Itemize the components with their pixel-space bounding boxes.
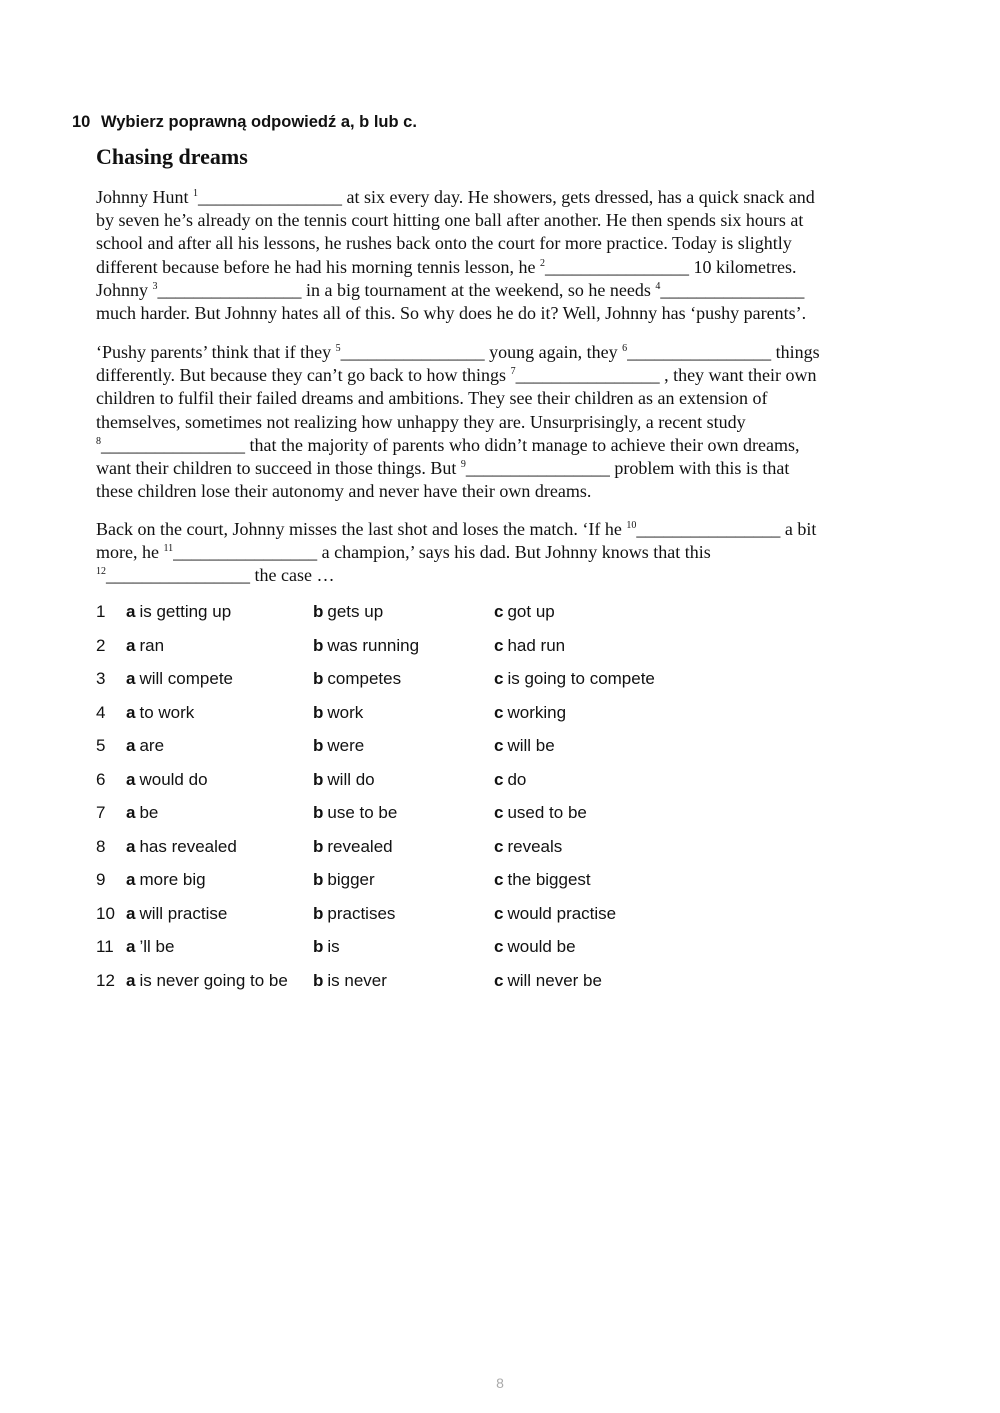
question-number: 2 — [96, 635, 106, 655]
option-c[interactable]: c got up — [494, 602, 555, 621]
paragraph-line: different because before he had his morning tennis lesson, he $^2$________________ 10 kilometres. — [96, 256, 797, 277]
question-number: 11 — [96, 937, 114, 956]
question-number: 1 — [96, 602, 106, 621]
paragraph-1 — [96, 186, 916, 325]
option-b[interactable]: b is — [313, 937, 340, 956]
option-a[interactable]: a ’ll be — [126, 937, 175, 956]
question-number: 3 — [96, 669, 106, 688]
gap-blank: ________________ — [636, 519, 781, 539]
question-number: 4 — [96, 702, 106, 722]
paragraph-line: Johnny Hunt $^1$________________ at six every day. He showers, gets dressed, has a quick snack and — [96, 187, 815, 207]
option-b[interactable]: b bigger — [313, 870, 375, 889]
gap-blank: ________________ — [515, 365, 660, 386]
question-number: 10 — [96, 903, 115, 923]
option-row — [96, 935, 896, 969]
question-number: 5 — [96, 736, 106, 755]
option-row — [96, 902, 896, 936]
paragraph-3 — [96, 518, 916, 588]
paragraph-line: themselves, sometimes not realizing how unhappy they are. Unsurprisingly, a recent study — [96, 411, 746, 432]
gap-number: 3 — [152, 280, 158, 292]
option-a[interactable]: a more big — [126, 870, 206, 889]
question-number: 6 — [96, 769, 106, 789]
option-c[interactable]: c will be — [494, 736, 555, 755]
option-b[interactable]: b use to be — [313, 803, 398, 822]
option-a[interactable]: a be — [126, 803, 159, 822]
option-b[interactable]: b will do — [313, 769, 375, 789]
option-c[interactable]: c would practise — [494, 903, 617, 923]
gap-number: 10 — [626, 520, 637, 531]
option-row — [96, 768, 896, 802]
paragraph-line: $^8$________________ that the majority of parents who didn’t manage to achieve their own dreams, — [96, 434, 800, 455]
paragraph-line: $^{12}$________________ the case … — [96, 565, 335, 586]
option-c[interactable]: c used to be — [494, 803, 587, 822]
option-a[interactable]: a has revealed — [126, 836, 237, 856]
option-c[interactable]: c reveals — [494, 836, 563, 856]
option-a[interactable]: a are — [126, 736, 165, 755]
gap-blank: ________________ — [627, 342, 772, 362]
gap-number: 6 — [622, 343, 628, 354]
paragraph-line: differently. But because they can’t go back to how things $^7$________________ , they want their own — [96, 365, 817, 386]
gap-blank: ________________ — [545, 256, 690, 277]
gap-number: 7 — [510, 366, 516, 378]
option-row — [96, 634, 896, 668]
question-number: 12 — [96, 970, 115, 990]
option-a[interactable]: a will practise — [126, 903, 228, 923]
paragraph-line: by seven he’s already on the tennis court hitting one ball after another. He then spends six hours at — [96, 210, 804, 231]
gap-number: 1 — [193, 188, 199, 199]
option-row — [96, 734, 896, 768]
page-number: 8 — [496, 1375, 504, 1391]
option-row — [96, 969, 896, 1003]
option-b[interactable]: b work — [313, 702, 364, 722]
option-c[interactable]: c do — [494, 769, 527, 789]
gap-blank: ________________ — [101, 434, 245, 455]
option-c[interactable]: c is going to compete — [494, 669, 655, 688]
exercise-instruction — [72, 113, 417, 132]
option-row — [96, 835, 896, 869]
option-b[interactable]: b gets up — [313, 602, 384, 621]
paragraph-line: school and after all his lessons, he rushes back onto the court for more practice. Today is slightly — [96, 233, 792, 254]
paragraph-2 — [96, 341, 916, 503]
option-row — [96, 600, 896, 634]
option-c[interactable]: c had run — [494, 635, 566, 655]
option-row — [96, 868, 896, 902]
instruction-text: Wybierz poprawną odpowiedź a, b lub c. — [100, 113, 417, 131]
paragraph-line: want their children to succeed in those things. But $^9$________________ problem with this is that — [96, 457, 790, 478]
option-b[interactable]: b were — [313, 736, 365, 755]
gap-blank: ________________ — [173, 542, 318, 563]
paragraph-line: these children lose their autonomy and never have their own dreams. — [96, 481, 592, 502]
option-c[interactable]: c would be — [494, 937, 576, 956]
option-b[interactable]: b practises — [313, 903, 396, 923]
gap-number: 9 — [460, 458, 466, 470]
option-b[interactable]: b was running — [313, 635, 420, 655]
option-row — [96, 701, 896, 735]
paragraph-line: much harder. But Johnny hates all of this. So why does he do it? Well, Johnny has ‘pushy parents’. — [96, 302, 807, 323]
option-a[interactable]: a is never going to be — [126, 970, 288, 990]
option-b[interactable]: b competes — [313, 669, 402, 688]
option-c[interactable]: c working — [494, 702, 567, 722]
gap-number: 12 — [96, 566, 106, 578]
question-number: 7 — [96, 803, 106, 822]
option-a[interactable]: a would do — [126, 769, 208, 789]
exercise-number: 10 — [72, 113, 91, 131]
question-number: 9 — [96, 870, 106, 889]
option-c[interactable]: c will never be — [494, 970, 602, 990]
gap-number: 4 — [655, 280, 661, 292]
option-a[interactable]: a ran — [126, 635, 165, 655]
answer-options — [96, 600, 896, 1002]
gap-number: 8 — [96, 435, 101, 447]
option-row — [96, 667, 896, 701]
option-b[interactable]: b is never — [313, 970, 387, 990]
gap-blank: ________________ — [198, 187, 343, 207]
gap-blank: ________________ — [106, 565, 250, 586]
gap-number: 5 — [335, 343, 341, 354]
gap-number: 11 — [163, 543, 174, 555]
paragraph-line: ‘Pushy parents’ think that if they $^5$________________ young again, they $^6$________________ things — [96, 342, 820, 362]
option-a[interactable]: a will compete — [126, 669, 234, 688]
gap-blank: ________________ — [660, 279, 805, 300]
gap-blank: ________________ — [157, 279, 302, 300]
option-a[interactable]: a to work — [126, 702, 195, 722]
paragraph-line: children to fulfil their failed dreams and ambitions. They see their children as an extension of — [96, 388, 768, 409]
option-b[interactable]: b revealed — [313, 836, 393, 856]
option-c[interactable]: c the biggest — [494, 870, 591, 889]
gap-blank: ________________ — [340, 342, 485, 362]
option-a[interactable]: a is getting up — [126, 602, 232, 621]
gap-blank: ________________ — [465, 457, 610, 478]
paragraph-line: more, he $^{11}$________________ a champion,’ says his dad. But Johnny knows that this — [96, 542, 711, 563]
paragraph-line: Back on the court, Johnny misses the last shot and loses the match. ‘If he $^{10}$________________ a bit — [96, 519, 817, 539]
paragraph-line: Johnny $^3$________________ in a big tournament at the weekend, so he needs $^4$________________ — [96, 279, 805, 300]
question-number: 8 — [96, 836, 106, 856]
text-title: Chasing dreams — [96, 144, 248, 169]
option-row — [96, 801, 896, 835]
gap-number: 2 — [540, 257, 546, 269]
